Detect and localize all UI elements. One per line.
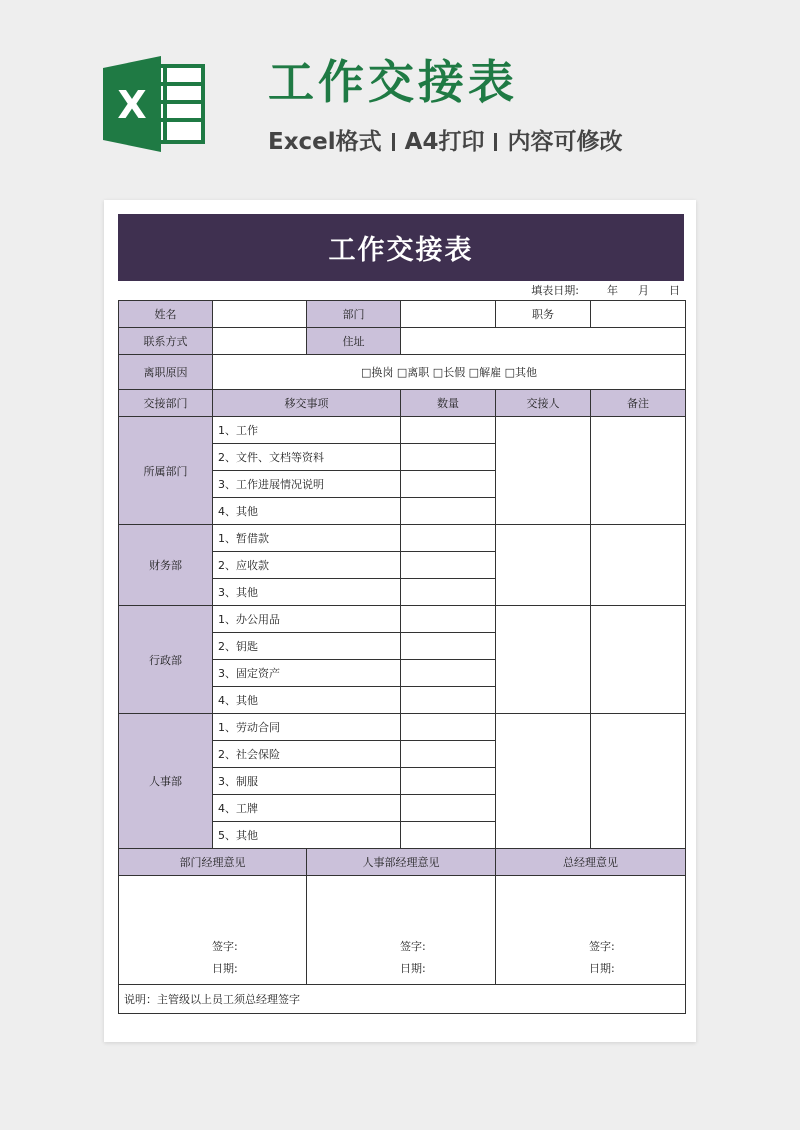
name-label: 姓名: [119, 301, 213, 328]
dept-manager-opinion-header: 部门经理意见: [119, 849, 307, 876]
handover-item: 1、暂借款: [213, 525, 401, 552]
col-header-dept: 交接部门: [119, 390, 213, 417]
date-short-label: 日期:: [212, 962, 238, 975]
remark-cell[interactable]: [591, 417, 686, 525]
table-row: [119, 714, 686, 741]
reason-label: 离职原因: [119, 355, 213, 390]
handover-dept-cell: 行政部: [119, 606, 213, 714]
subtitle: [268, 124, 622, 160]
handover-item: 3、固定资产: [213, 660, 401, 687]
quantity-cell[interactable]: [401, 579, 496, 606]
quantity-cell[interactable]: [401, 687, 496, 714]
table-row: [119, 525, 686, 552]
date-label: 填表日期:: [531, 284, 579, 297]
col-header-remark: 备注: [591, 390, 686, 417]
handover-table: [118, 300, 686, 1014]
col-header-item: 移交事项: [213, 390, 401, 417]
quantity-cell[interactable]: [401, 741, 496, 768]
date-short-label: 日期:: [589, 962, 615, 975]
quantity-cell[interactable]: [401, 417, 496, 444]
quantity-cell[interactable]: [401, 714, 496, 741]
remark-cell[interactable]: [591, 714, 686, 849]
sheet-title: 工作交接表: [118, 214, 684, 281]
gm-opinion-header: 总经理意见: [496, 849, 686, 876]
handover-item: 3、制服: [213, 768, 401, 795]
handover-item: 3、工作进展情况说明: [213, 471, 401, 498]
col-header-receiver: 交接人: [496, 390, 591, 417]
quantity-cell[interactable]: [401, 822, 496, 849]
quantity-cell[interactable]: [401, 498, 496, 525]
form-paper: [104, 200, 696, 1042]
quantity-cell[interactable]: [401, 552, 496, 579]
handover-item: 1、办公用品: [213, 606, 401, 633]
receiver-cell[interactable]: [496, 525, 591, 606]
handover-dept-cell: 财务部: [119, 525, 213, 606]
handover-item: 2、钥匙: [213, 633, 401, 660]
address-field[interactable]: [401, 328, 686, 355]
separator: [392, 133, 395, 151]
receiver-cell[interactable]: [496, 417, 591, 525]
logo-letter: X: [117, 83, 147, 127]
excel-icon: [103, 56, 207, 152]
header: [0, 0, 800, 190]
handover-item: 3、其他: [213, 579, 401, 606]
col-header-qty: 数量: [401, 390, 496, 417]
quantity-cell[interactable]: [401, 768, 496, 795]
position-label: 职务: [496, 301, 591, 328]
table-row: [119, 606, 686, 633]
date-day: 日: [669, 284, 680, 297]
fill-date-line: [118, 281, 684, 300]
quantity-cell[interactable]: [401, 633, 496, 660]
quantity-cell[interactable]: [401, 606, 496, 633]
handover-item: 4、其他: [213, 687, 401, 714]
dept-field[interactable]: [401, 301, 496, 328]
quantity-cell[interactable]: [401, 660, 496, 687]
table-row: [119, 417, 686, 444]
remark-cell[interactable]: [591, 606, 686, 714]
date-year: 年: [607, 284, 618, 297]
subtitle-print: A4打印: [404, 129, 485, 155]
name-field[interactable]: [213, 301, 307, 328]
handover-item: 4、其他: [213, 498, 401, 525]
handover-dept-cell: 所属部门: [119, 417, 213, 525]
sign-label: 签字:: [400, 940, 426, 953]
reason-options[interactable]: □换岗 □离职 □长假 □解雇 □其他: [213, 355, 686, 390]
subtitle-editable: 内容可修改: [507, 129, 623, 155]
hr-manager-signature[interactable]: [307, 876, 496, 985]
receiver-cell[interactable]: [496, 714, 591, 849]
handover-item: 1、工作: [213, 417, 401, 444]
position-field[interactable]: [591, 301, 686, 328]
gm-signature[interactable]: [496, 876, 686, 985]
quantity-cell[interactable]: [401, 471, 496, 498]
remark-cell[interactable]: [591, 525, 686, 606]
hr-manager-opinion-header: 人事部经理意见: [307, 849, 496, 876]
subtitle-format: Excel格式: [268, 129, 382, 155]
quantity-cell[interactable]: [401, 795, 496, 822]
note-text: 说明：主管级以上员工须总经理签字: [119, 985, 686, 1014]
receiver-cell[interactable]: [496, 606, 591, 714]
sign-label: 签字:: [212, 940, 238, 953]
dept-label: 部门: [307, 301, 401, 328]
date-month: 月: [638, 284, 649, 297]
separator: [494, 133, 497, 151]
address-label: 住址: [307, 328, 401, 355]
handover-item: 2、应收款: [213, 552, 401, 579]
quantity-cell[interactable]: [401, 525, 496, 552]
date-short-label: 日期:: [400, 962, 426, 975]
sign-label: 签字:: [589, 940, 615, 953]
quantity-cell[interactable]: [401, 444, 496, 471]
handover-item: 5、其他: [213, 822, 401, 849]
handover-item: 4、工牌: [213, 795, 401, 822]
handover-item: 2、社会保险: [213, 741, 401, 768]
contact-field[interactable]: [213, 328, 307, 355]
dept-manager-signature[interactable]: [119, 876, 307, 985]
handover-item: 2、文件、文档等资料: [213, 444, 401, 471]
handover-dept-cell: 人事部: [119, 714, 213, 849]
contact-label: 联系方式: [119, 328, 213, 355]
handover-item: 1、劳动合同: [213, 714, 401, 741]
main-title: 工作交接表: [268, 55, 518, 109]
